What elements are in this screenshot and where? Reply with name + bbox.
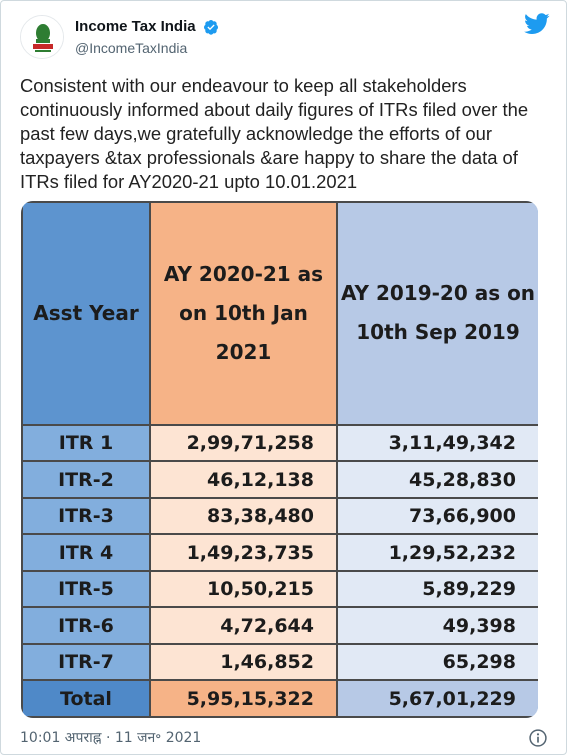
cell-ay-2020-21: 4,72,644 [150, 607, 337, 644]
cell-ay-2019-20: 49,398 [337, 607, 538, 644]
cell-ay-2020-21: 1,49,23,735 [150, 534, 337, 571]
tweet-header [20, 15, 550, 61]
cell-ay-2020-21: 2,99,71,258 [150, 425, 337, 462]
cell-ay-2019-20: 73,66,900 [337, 498, 538, 535]
row-label: ITR 4 [22, 534, 150, 571]
cell-ay-2020-21: 83,38,480 [150, 498, 337, 535]
author-names [75, 18, 219, 56]
total-label: Total [22, 680, 150, 717]
table-header-row [22, 202, 538, 425]
cell-ay-2020-21: 10,50,215 [150, 571, 337, 608]
table-total-row [22, 680, 538, 717]
cell-ay-2019-20: 5,89,229 [337, 571, 538, 608]
header-ay-2019-20: AY 2019-20 as on 10th Sep 2019 [337, 202, 538, 425]
handle[interactable]: @IncomeTaxIndia [75, 40, 188, 56]
info-icon[interactable] [528, 728, 548, 748]
row-label: ITR 1 [22, 425, 150, 462]
tweet-footer [20, 728, 550, 748]
verified-badge-icon [203, 19, 219, 35]
table-row [22, 534, 538, 571]
row-label: ITR-5 [22, 571, 150, 608]
display-name[interactable]: Income Tax India [75, 18, 196, 36]
row-label: ITR-3 [22, 498, 150, 535]
table-row [22, 644, 538, 681]
header-ay-2020-21: AY 2020-21 as on 10th Jan 2021 [150, 202, 337, 425]
row-label: ITR-6 [22, 607, 150, 644]
emblem-logo-icon [21, 16, 64, 59]
cell-ay-2020-21: 1,46,852 [150, 644, 337, 681]
total-ay-2019-20: 5,67,01,229 [337, 680, 538, 717]
cell-ay-2019-20: 1,29,52,232 [337, 534, 538, 571]
table-row [22, 461, 538, 498]
cell-ay-2019-20: 45,28,830 [337, 461, 538, 498]
cell-ay-2019-20: 3,11,49,342 [337, 425, 538, 462]
tweet-timestamp[interactable]: 10:01 अपराह्न · 11 जन॰ 2021 [20, 730, 202, 746]
table-row [22, 607, 538, 644]
twitter-bird-icon[interactable] [524, 13, 550, 35]
total-ay-2020-21: 5,95,15,322 [150, 680, 337, 717]
itr-table [21, 201, 538, 718]
avatar[interactable] [20, 15, 64, 59]
header-asst-year: Asst Year [22, 202, 150, 425]
row-label: ITR-2 [22, 461, 150, 498]
table-row [22, 571, 538, 608]
row-label: ITR-7 [22, 644, 150, 681]
cell-ay-2020-21: 46,12,138 [150, 461, 337, 498]
tweet-text: Consistent with our endeavour to keep all stakeholders continuously informed about daily figures of ITRs filed over the past few days,we gratefully acknowledge the efforts of our taxpayers &tax professionals &are happy to share the data of ITRs filed for AY2020-21 upto 10.01.2021 [20, 75, 529, 192]
cell-ay-2019-20: 65,298 [337, 644, 538, 681]
itr-table-image [21, 201, 538, 718]
table-row [22, 425, 538, 462]
table-row [22, 498, 538, 535]
